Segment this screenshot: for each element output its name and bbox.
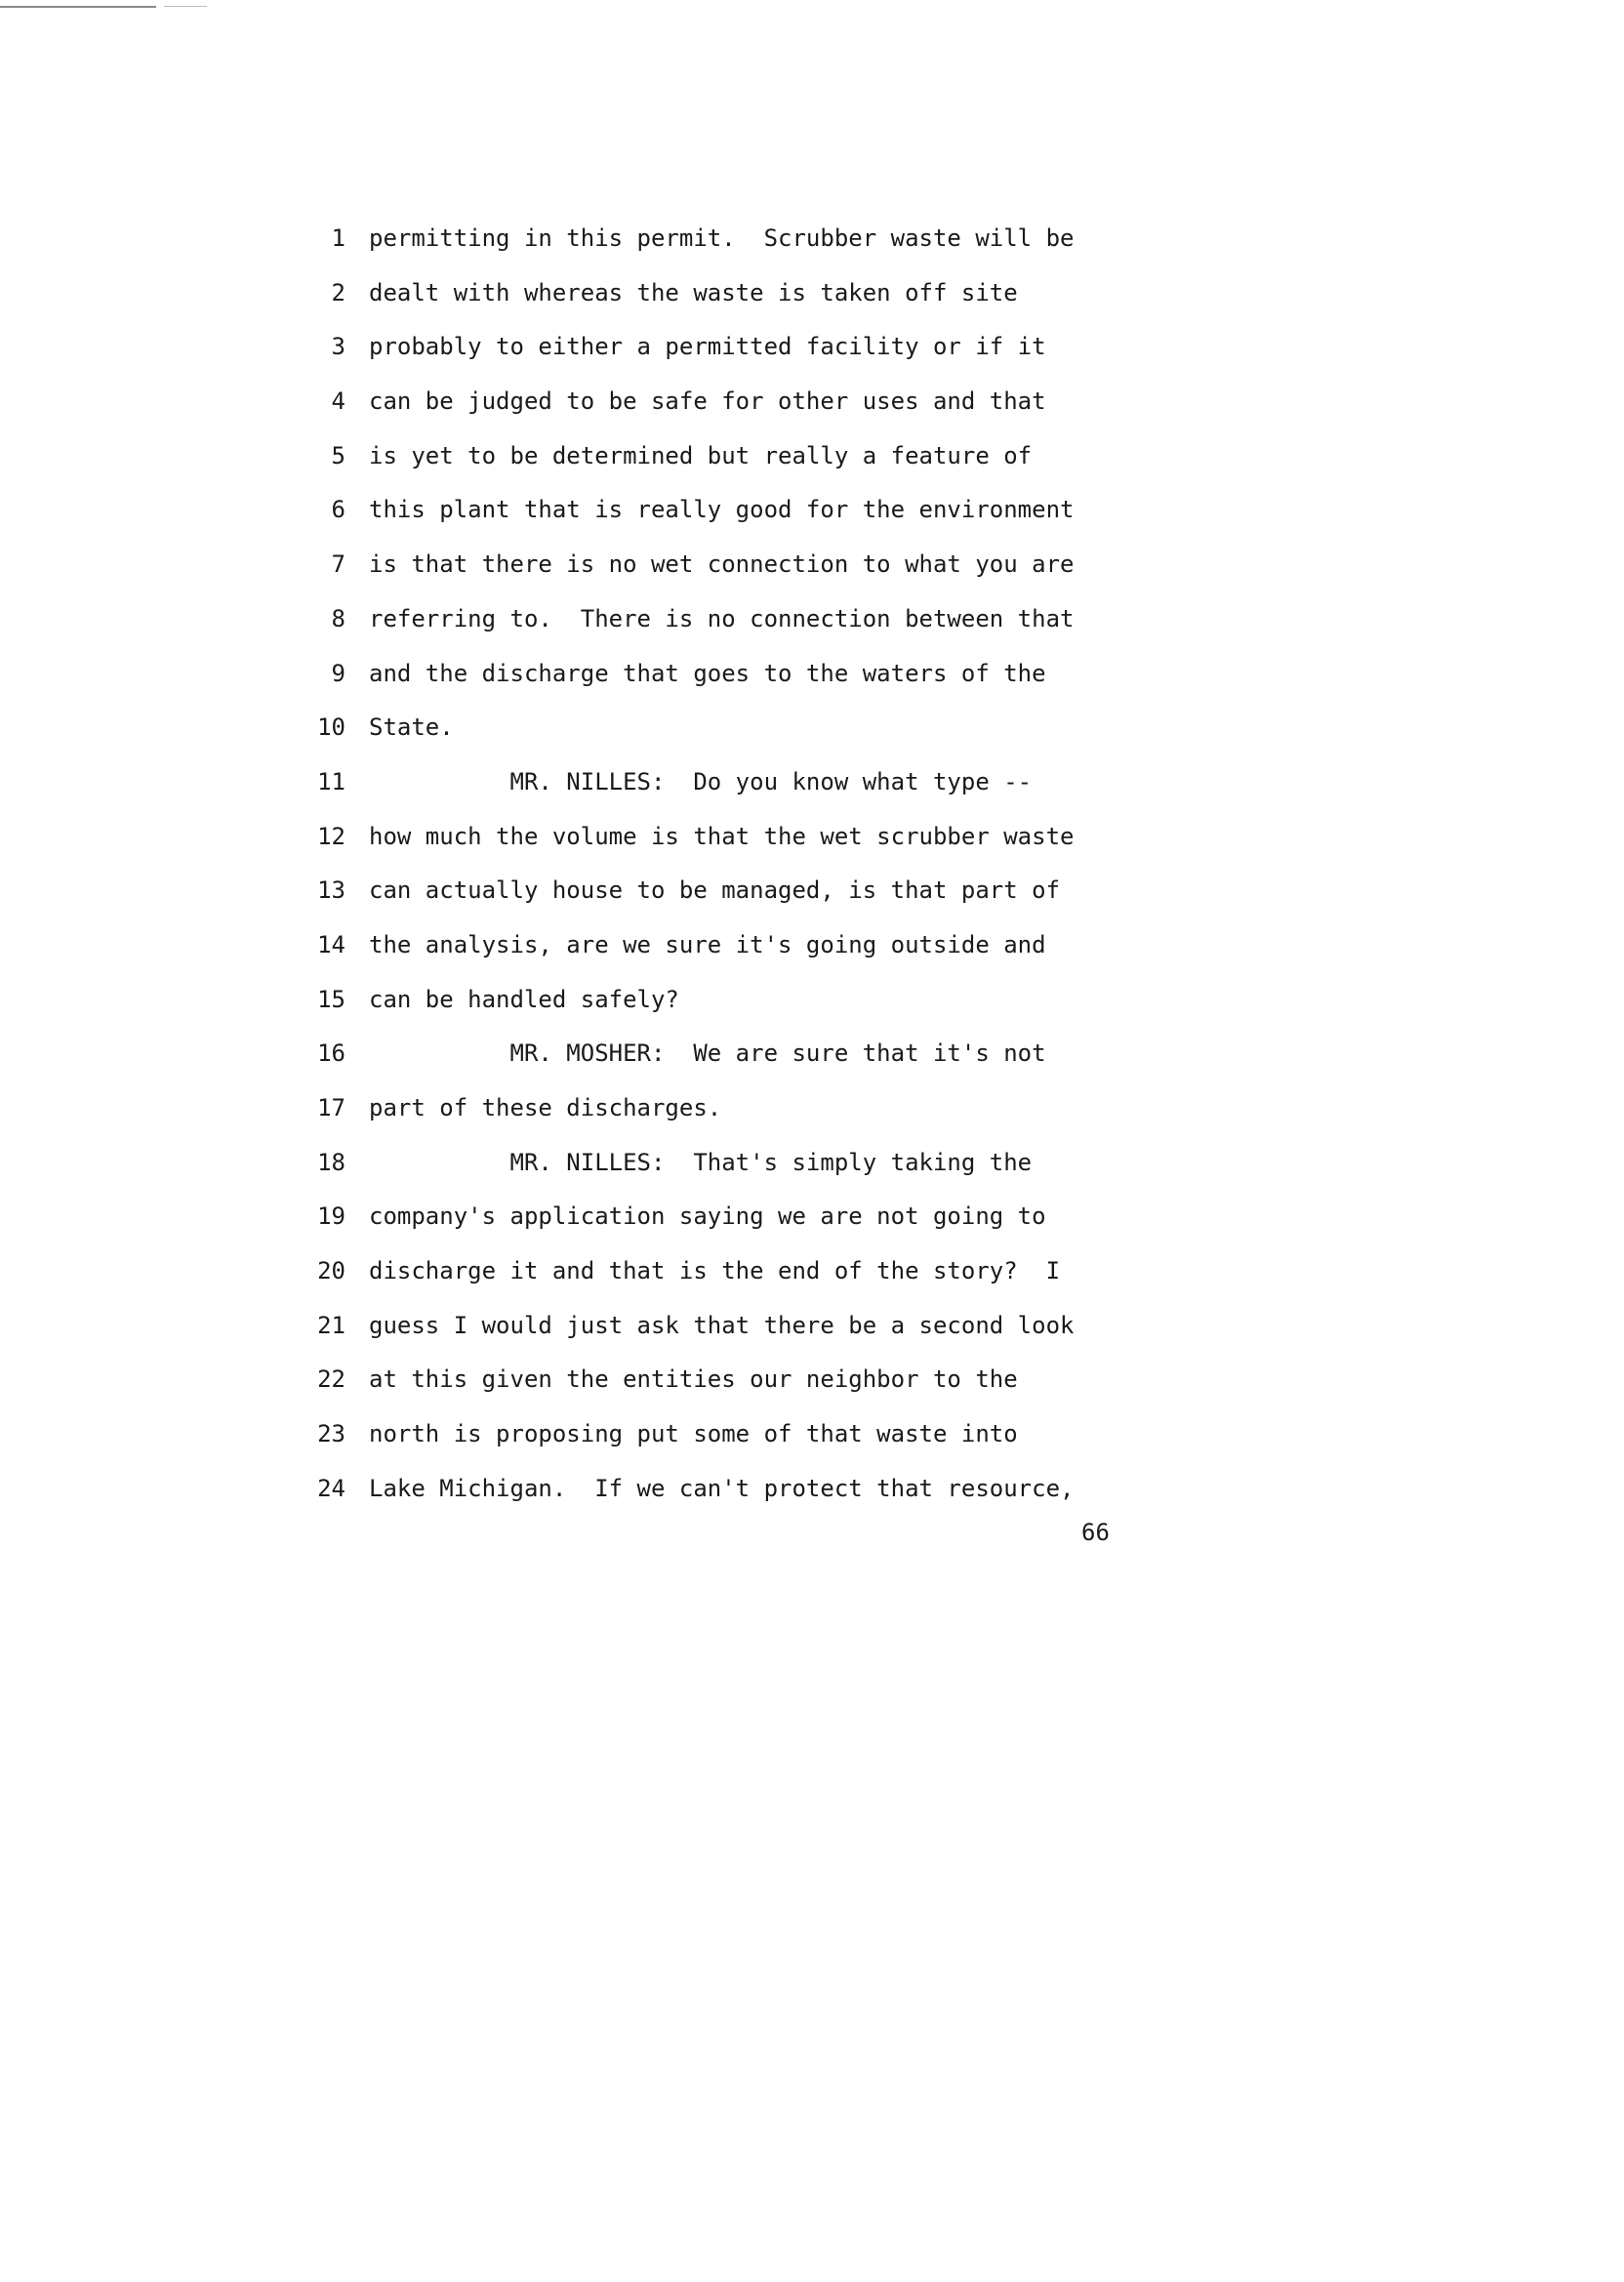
line-text: probably to either a permitted facility or if it: [369, 333, 1046, 361]
transcript-line: [293, 219, 1171, 273]
line-number: 10: [317, 713, 345, 742]
line-text: can be handled safely?: [369, 985, 679, 1013]
line-text: company's application saying we are not going to: [369, 1202, 1046, 1231]
line-number: 12: [317, 822, 345, 850]
line-text: dealt with whereas the waste is taken off site: [369, 278, 1018, 306]
transcript-line: [293, 1143, 1171, 1198]
line-number: 21: [317, 1311, 345, 1339]
line-number: 2: [331, 278, 345, 306]
line-number: 11: [317, 767, 345, 795]
line-number: 3: [331, 333, 345, 361]
line-number: 20: [317, 1257, 345, 1285]
line-text: State.: [369, 713, 454, 742]
line-number: 17: [317, 1094, 345, 1121]
line-number: 9: [331, 659, 345, 687]
scan-artifact-line: [0, 6, 156, 8]
line-text: north is proposing put some of that waste into: [369, 1420, 1018, 1448]
transcript-line: [293, 708, 1171, 762]
transcript-line: [293, 1197, 1171, 1251]
transcript-line: [293, 545, 1171, 599]
line-text: part of these discharges.: [369, 1094, 722, 1121]
transcript-line: [293, 1306, 1171, 1361]
line-number: 1: [331, 224, 345, 252]
line-number: 6: [331, 496, 345, 524]
transcript-line: [293, 980, 1171, 1035]
line-text: Lake Michigan. If we can't protect that resource,: [369, 1474, 1075, 1502]
line-text: MR. NILLES: That's simply taking the: [369, 1148, 1033, 1176]
line-number: 7: [331, 550, 345, 579]
line-number: 16: [317, 1039, 345, 1068]
line-text: is that there is no wet connection to what you are: [369, 550, 1075, 579]
line-text: can be judged to be safe for other uses and that: [369, 387, 1046, 416]
line-text: the analysis, are we sure it's going outside and: [369, 930, 1046, 958]
transcript-line: [293, 817, 1171, 872]
line-number: 5: [331, 441, 345, 469]
line-text: can actually house to be managed, is that part of: [369, 876, 1061, 905]
line-number: 4: [331, 387, 345, 416]
transcript-line: [293, 1034, 1171, 1088]
line-text: is yet to be determined but really a feature of: [369, 441, 1033, 469]
transcript-line: [293, 762, 1171, 817]
line-number: 24: [317, 1474, 345, 1502]
line-text: and the discharge that goes to the waters of the: [369, 659, 1046, 687]
line-text: referring to. There is no connection between that: [369, 604, 1075, 632]
line-number: 19: [317, 1202, 345, 1231]
line-number: 15: [317, 985, 345, 1013]
transcript-body: [293, 219, 1171, 1524]
transcript-line: [293, 1251, 1171, 1306]
transcript-line: [293, 654, 1171, 709]
line-text: how much the volume is that the wet scrubber waste: [369, 822, 1075, 850]
line-text: at this given the entities our neighbor to the: [369, 1365, 1018, 1394]
transcript-line: [293, 1469, 1171, 1524]
transcript-line: [293, 382, 1171, 436]
line-number: 13: [317, 876, 345, 905]
transcript-line: [293, 273, 1171, 328]
line-text: discharge it and that is the end of the story? I: [369, 1257, 1061, 1285]
transcript-line: [293, 1088, 1171, 1143]
line-text: permitting in this permit. Scrubber waste will be: [369, 224, 1075, 252]
line-number: 8: [331, 604, 345, 632]
line-text: guess I would just ask that there be a second look: [369, 1311, 1075, 1339]
line-number: 14: [317, 930, 345, 958]
line-text: MR. NILLES: Do you know what type --: [369, 767, 1033, 795]
transcript-line: [293, 327, 1171, 382]
line-number: 18: [317, 1148, 345, 1176]
line-number: 22: [317, 1365, 345, 1394]
line-number: 23: [317, 1420, 345, 1448]
line-text: this plant that is really good for the environment: [369, 496, 1075, 524]
page-number: 66: [1081, 1519, 1110, 1546]
transcript-line: [293, 1360, 1171, 1414]
transcript-line: [293, 925, 1171, 980]
transcript-line: [293, 599, 1171, 654]
line-text: MR. MOSHER: We are sure that it's not: [369, 1039, 1046, 1068]
transcript-line: [293, 1414, 1171, 1469]
transcript-line: [293, 490, 1171, 545]
scan-artifact-dash: [164, 6, 207, 7]
transcript-line: [293, 871, 1171, 925]
transcript-line: [293, 436, 1171, 491]
